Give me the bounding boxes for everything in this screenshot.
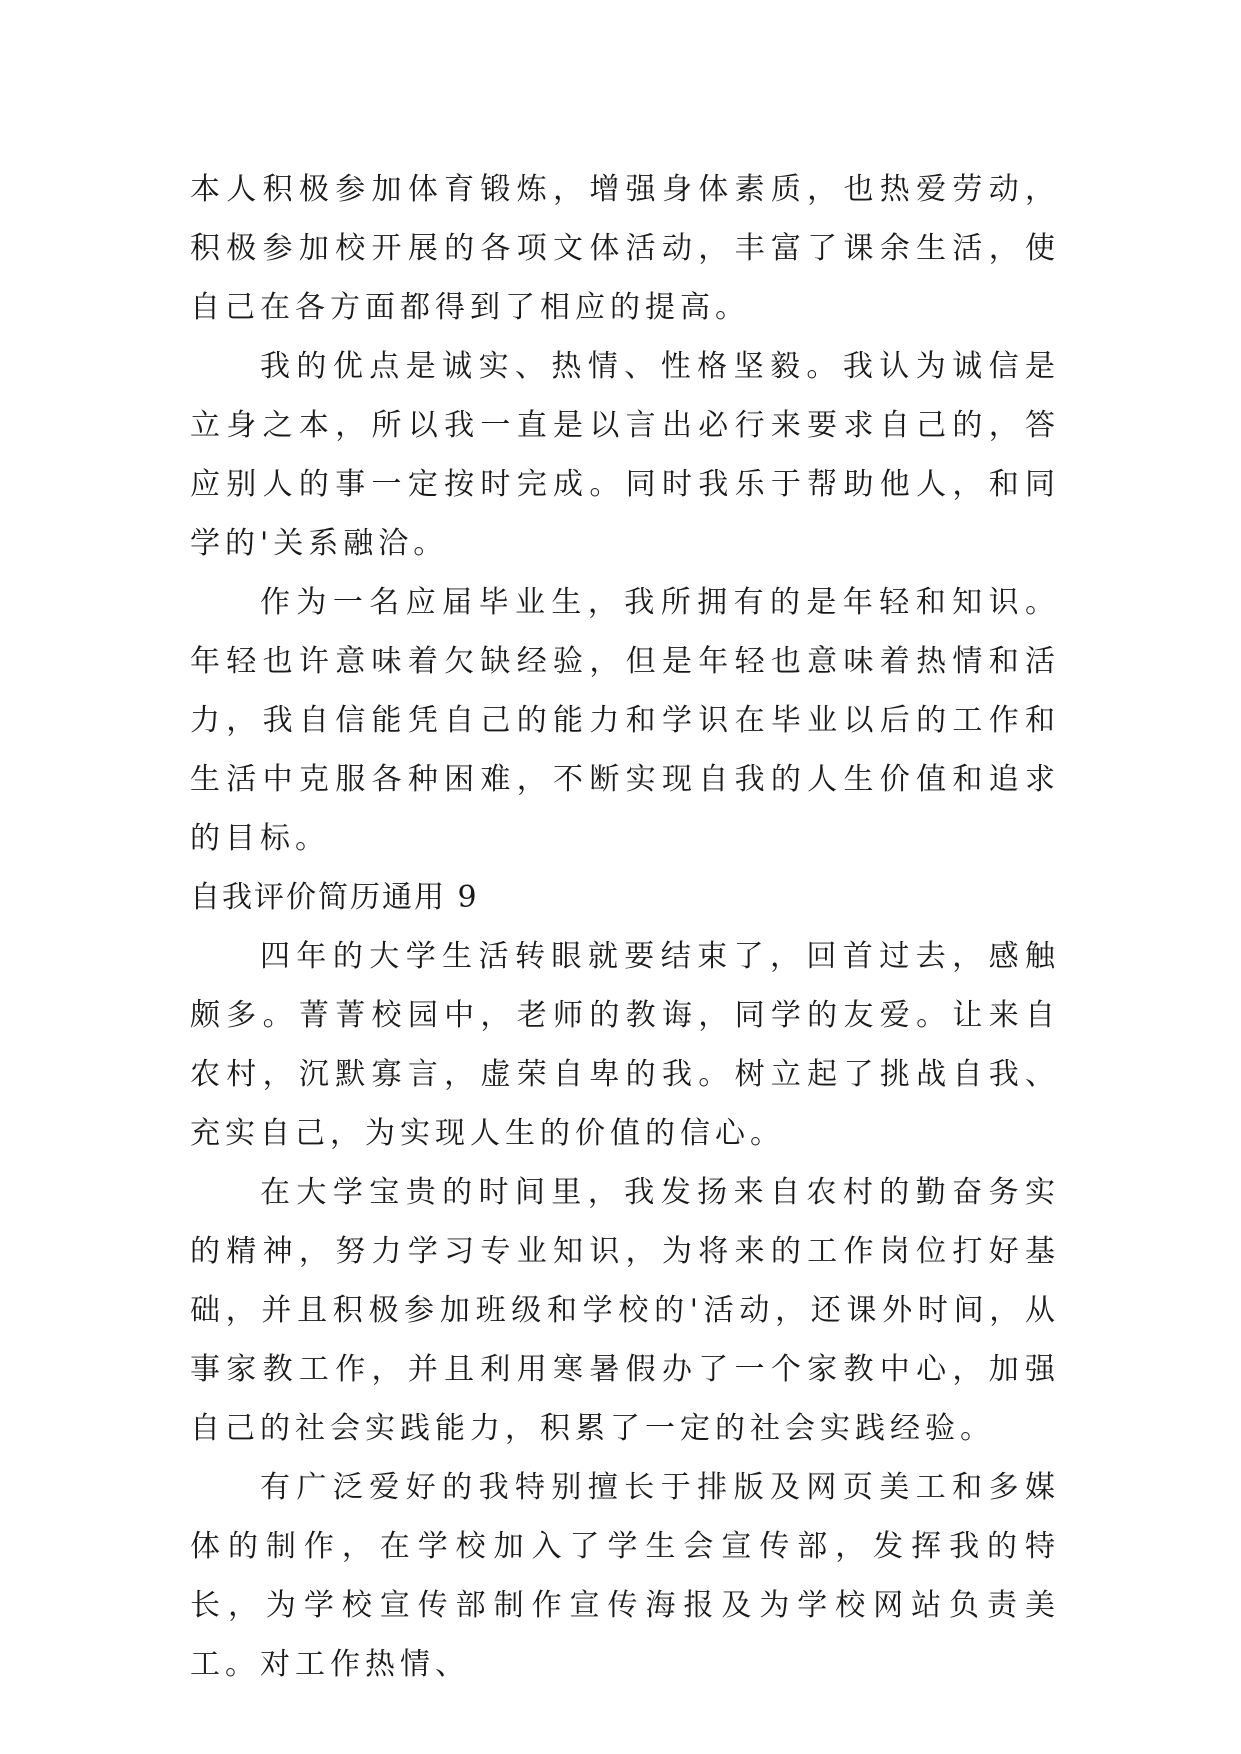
paragraph-3: 作为一名应届毕业生，我所拥有的是年轻和知识。年轻也许意味着欠缺经验，但是年轻也意味着热情和活力，我自信能凭自己的能力和学识在毕业以后的工作和生活中克服各种困难，不断实现自我的人生价值和追求的目标。 <box>190 585 1060 856</box>
paragraph-6: 有广泛爱好的我特别擅长于排版及网页美工和多媒体的制作，在学校加入了学生会宣传部，发挥我的特长，为学校宣传部制作宣传海报及为学校网站负责美工。对工作热情、 <box>190 1470 1060 1682</box>
paragraph-4: 四年的大学生活转眼就要结束了，回首过去，感触颇多。菁菁校园中，老师的教诲，同学的友爱。让来自农村，沉默寡言，虚荣自卑的我。树立起了挑战自我、充实自己，为实现人生的价值的信心。 <box>190 939 1060 1151</box>
paragraph-5: 在大学宝贵的时间里，我发扬来自农村的勤奋务实的精神，努力学习专业知识，为将来的工作岗位打好基础，并且积极参加班级和学校的'活动，还课外时间，从事家教工作，并且利用寒暑假办了一个家教中心，加强自己的社会实践能力，积累了一定的社会实践经验。 <box>190 1175 1060 1446</box>
section-heading: 自我评价简历通用 9 <box>190 880 479 915</box>
paragraph-2: 我的优点是诚实、热情、性格坚毅。我认为诚信是立身之本，所以我一直是以言出必行来要求自己的，答应别人的事一定按时完成。同时我乐于帮助他人，和同学的'关系融洽。 <box>190 349 1060 561</box>
document-body <box>190 160 1060 1694</box>
paragraph-1: 本人积极参加体育锻炼，增强身体素质，也热爱劳动，积极参加校开展的各项文体活动，丰富了课余生活，使自己在各方面都得到了相应的提高。 <box>190 172 1060 325</box>
